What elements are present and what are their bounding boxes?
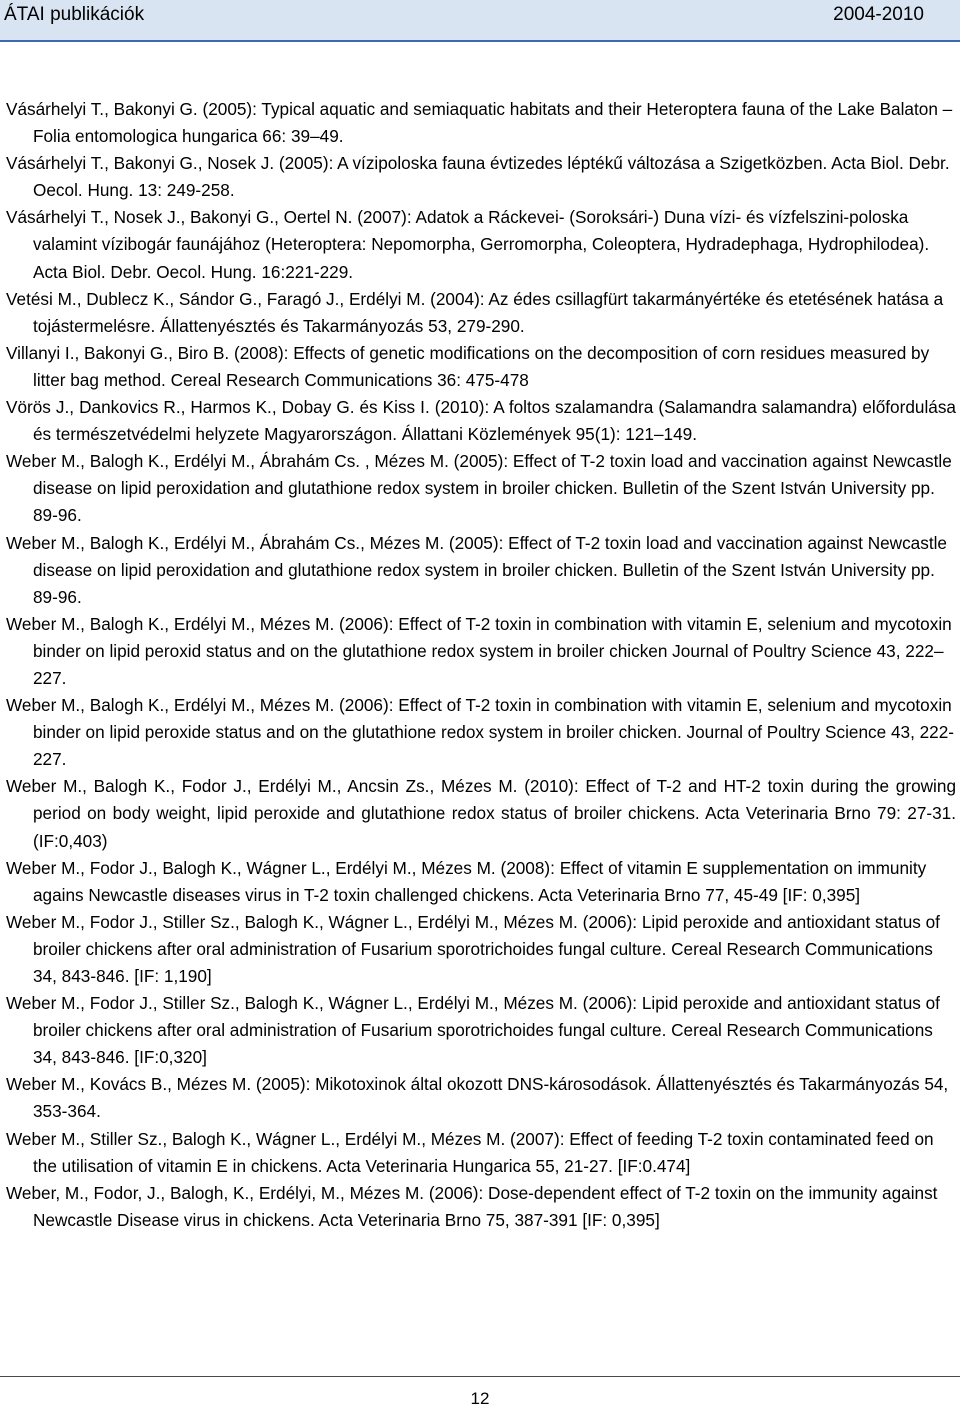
reference-item: Weber M., Balogh K., Erdélyi M., Ábrahám Cs. , Mézes M. (2005): Effect of T-2 toxin load and vaccination against Newcastle disease on lipid peroxidation and glutathione redox system in broiler chicken. Bulletin of the Szent István University pp. 89-96. xyxy=(6,451,952,526)
footer-divider xyxy=(0,1376,960,1377)
page-header xyxy=(0,0,960,42)
reference-item: Weber M., Balogh K., Fodor J., Erdélyi M., Ancsin Zs., Mézes M. (2010): Effect of T-2 and HT-2 toxin during the growing period on body weight, lipid peroxide and glutathione redox status of broiler chickens. Acta Veterinaria Brno 79: 27-31. (IF:0,403) xyxy=(6,776,956,851)
reference-item: Weber M., Stiller Sz., Balogh K., Wágner L., Erdélyi M., Mézes M. (2007): Effect of feeding T-2 toxin contaminated feed on the utilisation of vitamin E in chickens. Acta Veterinaria Hungarica 55, 21-27. [IF:0.474] xyxy=(6,1128,934,1176)
reference-item: Vásárhelyi T., Bakonyi G., Nosek J. (2005): A vízipoloska fauna évtizedes léptékű változása a Szigetközben. Acta Biol. Debr. Oecol. Hung. 13: 249-258. xyxy=(6,153,950,201)
reference-item: Weber M., Kovács B., Mézes M. (2005): Mikotoxinok által okozott DNS-károsodások. Állattenyésztés és Takarmányozás 54, 353-364. xyxy=(6,1074,949,1122)
reference-item: Villanyi I., Bakonyi G., Biro B. (2008): Effects of genetic modifications on the decomposition of corn residues measured by litter bag method. Cereal Research Communications 36: 475-478 xyxy=(6,342,930,390)
reference-item: Weber M., Balogh K., Erdélyi M., Mézes M. (2006): Effect of T-2 toxin in combination with vitamin E, selenium and mycotoxin binder on lipid peroxid status and on the glutathione redox system in broiler chicken Journal of Poultry Science 43, 222–227. xyxy=(6,613,952,688)
reference-item: Weber M., Fodor J., Stiller Sz., Balogh K., Wágner L., Erdélyi M., Mézes M. (2006): Lipid peroxide and antioxidant status of broiler chickens after oral administration of Fusarium sporotrichoides fungal culture. Cereal Research Communications 34, 843-846. [IF:0,320] xyxy=(6,993,940,1068)
reference-item: Vásárhelyi T., Bakonyi G. (2005): Typical aquatic and semiaquatic habitats and their Heteroptera fauna of the Lake Balaton – Folia entomologica hungarica 66: 39–49. xyxy=(6,99,953,147)
reference-item: Weber M., Balogh K., Erdélyi M., Ábrahám Cs., Mézes M. (2005): Effect of T-2 toxin load and vaccination against Newcastle disease on lipid peroxidation and glutathione redox system in broiler chicken. Bulletin of the Szent István University pp. 89-96. xyxy=(6,532,947,607)
reference-item: Vörös J., Dankovics R., Harmos K., Dobay G. és Kiss I. (2010): A foltos szalamandra (Salamandra salamandra) előfordulása és természetvédelmi helyzete Magyarországon. Állattani Közlemények 95(1): 121–149. xyxy=(6,397,956,445)
reference-list xyxy=(6,96,956,1234)
reference-item: Weber M., Balogh K., Erdélyi M., Mézes M. (2006): Effect of T-2 toxin in combination with vitamin E, selenium and mycotoxin binder on lipid peroxide status and on the glutathione redox system in broiler chicken. Journal of Poultry Science 43, 222-227. xyxy=(6,695,955,770)
header-title: ÁTAI publikációk xyxy=(4,4,145,25)
reference-item: Vásárhelyi T., Nosek J., Bakonyi G., Oertel N. (2007): Adatok a Ráckevei- (Soroksári-) Duna vízi- és vízfelszini-poloska valamint vízibogár faunájához (Heteroptera: Nepomorpha, Gerromorpha, Coleoptera, Hydradephaga, Hydrophilodea). Acta Biol. Debr. Oecol. Hung. 16:221-229. xyxy=(6,207,930,282)
header-year-range: 2004-2010 xyxy=(833,4,924,25)
reference-item: Weber M., Fodor J., Stiller Sz., Balogh K., Wágner L., Erdélyi M., Mézes M. (2006): Lipid peroxide and antioxidant status of broiler chickens after oral administration of Fusarium sporotrichoides fungal culture. Cereal Research Communications 34, 843-846. [IF: 1,190] xyxy=(6,911,940,986)
reference-item: Weber M., Fodor J., Balogh K., Wágner L., Erdélyi M., Mézes M. (2008): Effect of vitamin E supplementation on immunity agains Newcastle diseases virus in T-2 toxin challenged chickens. Acta Veterinaria Brno 77, 45-49 [IF: 0,395] xyxy=(6,857,927,905)
page-number: 12 xyxy=(470,1389,490,1408)
reference-item: Weber, M., Fodor, J., Balogh, K., Erdélyi, M., Mézes M. (2006): Dose-dependent effect of T-2 toxin on the immunity against Newcastle Disease virus in chickens. Acta Veterinaria Brno 75, 387-391 [IF: 0,395] xyxy=(6,1182,938,1230)
reference-item: Vetési M., Dublecz K., Sándor G., Faragó J., Erdélyi M. (2004): Az édes csillagfürt takarmányértéke és etetésének hatása a tojástermelésre. Állattenyésztés és Takarmányozás 53, 279-290. xyxy=(6,288,944,336)
